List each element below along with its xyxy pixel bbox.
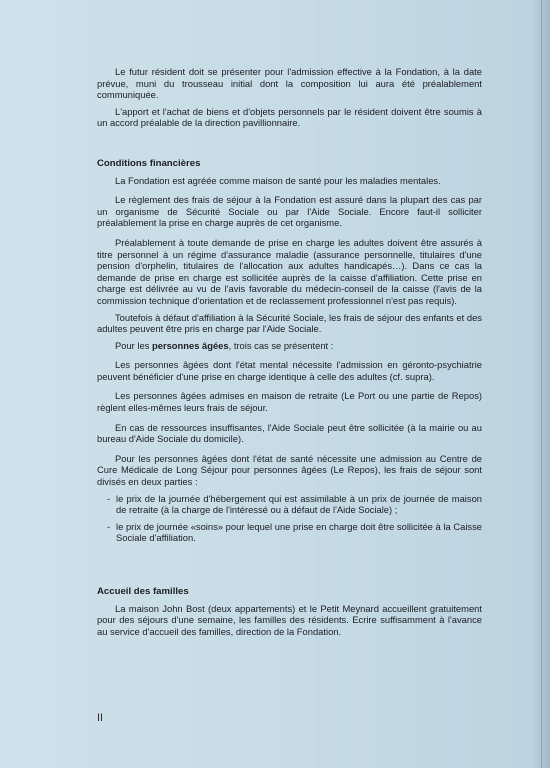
financial-conditions-heading: Conditions financières [97, 157, 201, 169]
elderly-paragraph-1: Les personnes âgées dont l'état mental nécessite l'admission en géronto-psychiatrie peuvent bénéficier d'une prise en charge identique à celle des adultes (cf. supra). [97, 359, 482, 382]
financial-paragraph-3: Préalablement à toute demande de prise en charge les adultes doivent être assurés à titre personnel à un régime d'assurance maladie (assurance personnelle, titulaires d'une pension d'orphelin, titulaires de l'allocation aux adultes handicapés…). Dans ce cas la demande de prise en charge est sollicitée auprès de la caisse d'affiliation. Cette prise en charge est délivrée au vu de l'avis favorable du médecin-conseil de la caisse (l'avis de la commission technique d'orientation et de reclassement professionnel n'est pas requis). [97, 236, 482, 306]
elderly-paragraph-4: Pour les personnes âgées dont l'état de santé nécessite une admission au Centre de Cure Médicale de Long Séjour pour personnes âgées (Le Repos), les frais de séjour sont divisés en deux parties : [97, 452, 482, 488]
page-number: II [97, 712, 104, 724]
family-reception-heading: Accueil des familles [97, 586, 189, 597]
financial-paragraph-1: La Fondation est agréée comme maison de santé pour les maladies mentales. [115, 174, 441, 186]
elderly-intro-prefix: Pour les [115, 339, 152, 351]
elderly-intro-bold: personnes âgées [152, 339, 229, 351]
financial-paragraph-2: Le règlement des frais de séjour à la Fondation est assuré dans la plupart des cas par un organisme de Sécurité Sociale ou par l'Aide Sociale. Encore faut-il solliciter préalablement la prise en charge auprès de cet organisme. [97, 194, 482, 229]
financial-paragraph-4: Toutefois à défaut d'affiliation à la Sécurité Sociale, les frais de séjour des enfants et des adultes peuvent être pris en charge par l'Aide Sociale. [97, 311, 482, 335]
fees-list [97, 493, 482, 544]
personal-items-paragraph: L'apport et l'achat de biens et d'objets personnels par le résident doivent être soumis à un accord préalable de la direction pavillionnaire. [97, 105, 482, 129]
page-edge-shadow [532, 0, 550, 768]
elderly-paragraph-2: Les personnes âgées admises en maison de retraite (Le Port ou une partie de Repos) règlent elles-mêmes leurs frais de séjour. [97, 390, 482, 414]
document-body [97, 66, 482, 637]
fees-list-item: - le prix de journée «soins» pour lequel une prise en charge doit être sollicitée à la Caisse Sociale d'affiliation. [107, 521, 482, 544]
fees-list-item: - le prix de la journée d'hébergement qui est assimilable à un prix de journée de maison de retraite (à la charge de l'intéressé ou à défaut de l'Aide Sociale) ; [107, 493, 482, 516]
elderly-intro-paragraph [97, 340, 482, 352]
admission-paragraph: Le futur résident doit se présenter pour l'admission effective à la Fondation, à la date prévue, muni du trousseau initial dont la composition lui aura été préalablement communiquée. [97, 66, 482, 101]
elderly-paragraph-3: En cas de ressources insuffisantes, l'Aide Sociale peut être sollicitée (à la mairie ou au bureau d'Aide Sociale du domicile). [97, 421, 482, 445]
family-reception-paragraph: La maison John Bost (deux appartements) et le Petit Meynard accueillent gratuitement pour des séjours d'une semaine, les familles des résidents. Ecrire suffisamment à l'avance au service d'accueil des familles, direction de la Fondation. [97, 602, 482, 637]
elderly-intro-suffix: , trois cas se présentent : [228, 339, 334, 351]
